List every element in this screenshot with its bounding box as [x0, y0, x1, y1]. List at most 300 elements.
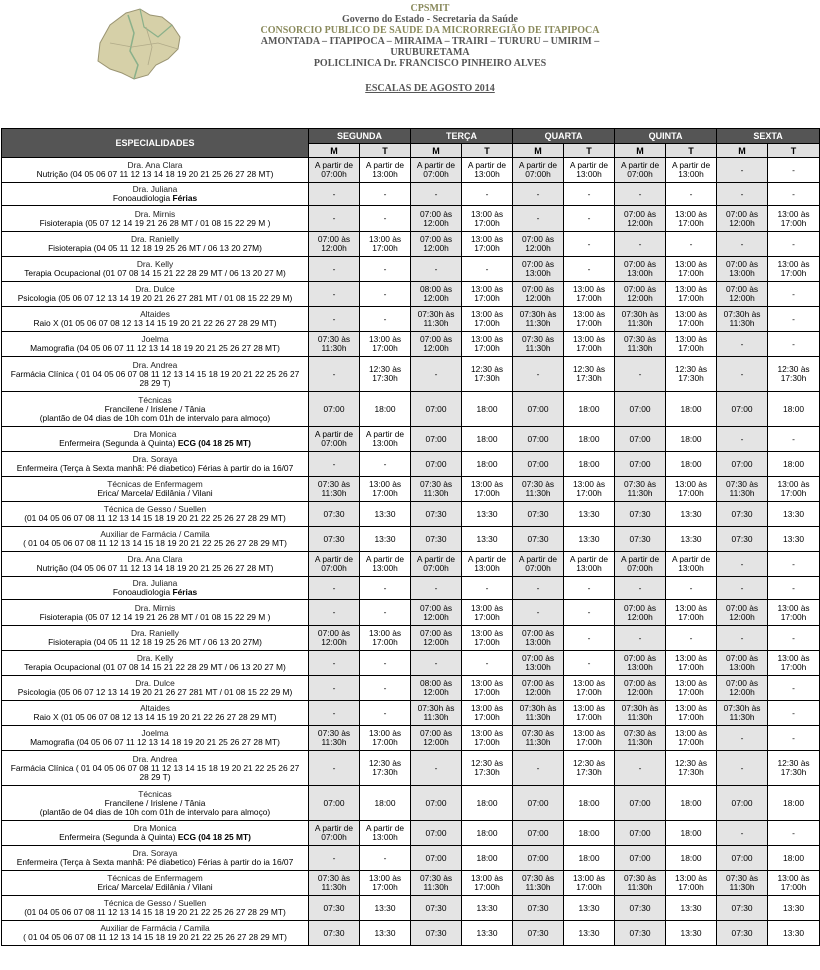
schedule-cell: 07:00 às 13:00h: [513, 651, 564, 676]
schedule-cell: -: [309, 751, 360, 786]
table-row: [2, 626, 820, 651]
schedule-cell: 13:00 às 17:00h: [462, 232, 513, 257]
schedule-cell: 07:30 às 11:30h: [615, 726, 666, 751]
schedule-cell: -: [360, 846, 411, 871]
schedule-cell: 13:00 às 17:00h: [360, 477, 411, 502]
specialty-description: Enfermeira (Segunda à Quinta): [59, 832, 178, 842]
schedule-cell: -: [564, 206, 615, 232]
specialty-cell: [2, 257, 309, 282]
staff-name: Dra. Dulce: [135, 284, 175, 294]
specialty-description: Francilene / Irislene / Tânia (plantão de 04 dias de 10h com 01h de intervalo para almoço): [39, 797, 271, 817]
schedule-cell: 07:30 às 11:30h: [513, 871, 564, 896]
staff-name: Dra. Juliana: [132, 578, 178, 588]
schedule-cell: 07:00: [513, 452, 564, 477]
schedule-cell: 13:00 às 17:00h: [462, 307, 513, 332]
schedule-cell: A partir de 13:00h: [462, 158, 513, 183]
schedule-cell: -: [768, 427, 820, 452]
schedule-cell: 07:30: [309, 527, 360, 552]
schedule-cell: 13:30: [462, 527, 513, 552]
schedule-cell: 07:00 às 12:00h: [411, 626, 462, 651]
schedule-cell: -: [768, 332, 820, 357]
schedule-cell: 13:30: [462, 502, 513, 527]
schedule-cell: 13:30: [666, 921, 717, 946]
schedule-cell: A partir de 07:00h: [615, 552, 666, 577]
schedule-cell: 07:30 às 11:30h: [513, 332, 564, 357]
schedule-cell: -: [309, 600, 360, 626]
schedule-cell: 12:30 às 17:30h: [564, 357, 615, 392]
schedule-cell: -: [717, 821, 768, 846]
schedule-cell: 07:30 às 11:30h: [513, 726, 564, 751]
schedule-cell: 07:00: [309, 392, 360, 427]
schedule-cell: -: [564, 232, 615, 257]
table-row: [2, 392, 820, 427]
schedule-cell: 12:30 às 17:30h: [564, 751, 615, 786]
specialty-cell: [2, 726, 309, 751]
specialty-cell: [2, 357, 309, 392]
specialty-note: Férias: [172, 587, 198, 597]
schedule-cell: 12:30 às 17:30h: [768, 751, 820, 786]
table-row: [2, 871, 820, 896]
schedule-cell: 12:30 às 17:30h: [666, 357, 717, 392]
schedule-cell: 13:30: [564, 502, 615, 527]
schedule-cell: 13:00 às 17:00h: [360, 332, 411, 357]
schedule-cell: 13:00 às 17:00h: [768, 206, 820, 232]
specialty-description: Fisioterapia (04 05 11 12 18 19 25 26 MT / 06 13 20 27M): [48, 243, 262, 253]
shift-header: T: [360, 144, 411, 158]
staff-name: Técnica de Gesso / Suellen: [103, 898, 207, 908]
specialty-description: Terapia Ocupacional (01 07 08 14 15 21 22 28 29 MT / 06 13 20 27 M): [24, 662, 286, 672]
staff-name: Joelma: [141, 728, 169, 738]
table-row: [2, 183, 820, 206]
specialty-cell: [2, 651, 309, 676]
schedule-cell: 13:00 às 17:00h: [666, 600, 717, 626]
staff-name: Dra. Ranielly: [131, 628, 179, 638]
schedule-cell: 13:00 às 17:00h: [666, 676, 717, 701]
schedule-cell: 07:00: [411, 392, 462, 427]
schedule-cell: 07:30: [717, 896, 768, 921]
schedule-cell: -: [768, 552, 820, 577]
schedule-cell: 13:30: [564, 921, 615, 946]
schedule-cell: -: [768, 726, 820, 751]
schedule-cell: 07:30: [309, 896, 360, 921]
specialty-cell: [2, 821, 309, 846]
schedule-cell: 18:00: [462, 846, 513, 871]
table-row: [2, 726, 820, 751]
specialty-cell: [2, 158, 309, 183]
schedule-cell: 07:30 às 11:30h: [615, 477, 666, 502]
schedule-cell: -: [768, 701, 820, 726]
schedule-cell: 13:00 às 17:00h: [768, 600, 820, 626]
specialty-cell: [2, 183, 309, 206]
schedule-cell: 13:00 às 17:00h: [462, 726, 513, 751]
specialty-cell: [2, 502, 309, 527]
schedule-cell: -: [309, 257, 360, 282]
schedule-cell: -: [564, 577, 615, 600]
specialty-cell: [2, 452, 309, 477]
schedule-cell: 13:00 às 17:00h: [666, 701, 717, 726]
shift-header: M: [615, 144, 666, 158]
schedule-cell: -: [666, 577, 717, 600]
schedule-cell: 07:00 às 13:00h: [717, 651, 768, 676]
schedule-cell: 07:00: [513, 846, 564, 871]
schedule-cell: 18:00: [462, 821, 513, 846]
staff-name: Técnicas: [138, 394, 172, 405]
schedule-cell: A partir de 13:00h: [360, 427, 411, 452]
schedule-cell: -: [717, 751, 768, 786]
schedule-cell: A partir de 07:00h: [411, 158, 462, 183]
schedule-cell: 07:00 às 12:00h: [513, 676, 564, 701]
specialty-cell: [2, 392, 309, 427]
schedule-cell: 07:30h às 11:30h: [513, 701, 564, 726]
schedule-cell: 07:00: [717, 392, 768, 427]
schedule-cell: 07:30: [615, 502, 666, 527]
schedule-cell: 07:30: [513, 502, 564, 527]
schedule-cell: 07:00: [411, 846, 462, 871]
schedule-cell: 07:00 às 13:00h: [615, 651, 666, 676]
table-row: [2, 651, 820, 676]
table-row: [2, 502, 820, 527]
specialty-description: ( 01 04 05 06 07 08 11 12 13 14 15 18 19 20 21 22 25 26 27 28 29 MT): [23, 538, 287, 548]
staff-name: Auxiliar de Farmácia / Camila: [100, 529, 210, 539]
schedule-cell: 07:00 às 12:00h: [615, 206, 666, 232]
page-title: ESCALAS DE AGOSTO 2014: [365, 83, 495, 94]
schedule-cell: A partir de 13:00h: [360, 158, 411, 183]
schedule-cell: -: [768, 821, 820, 846]
schedule-cell: -: [360, 183, 411, 206]
staff-name: Dra Monica: [133, 429, 177, 439]
staff-name: Dra. Ana Clara: [127, 554, 183, 564]
schedule-cell: 13:00 às 17:00h: [564, 676, 615, 701]
schedule-cell: -: [411, 257, 462, 282]
staff-name: Altaides: [140, 309, 170, 319]
schedule-cell: -: [513, 206, 564, 232]
schedule-cell: -: [309, 701, 360, 726]
table-row: [2, 786, 820, 821]
schedule-cell: -: [360, 282, 411, 307]
schedule-cell: 13:00 às 17:00h: [360, 626, 411, 651]
schedule-cell: 07:00: [513, 392, 564, 427]
schedule-cell: -: [717, 552, 768, 577]
schedule-cell: -: [411, 357, 462, 392]
schedule-cell: 07:00 às 12:00h: [615, 600, 666, 626]
schedule-cell: 07:00 às 13:00h: [717, 257, 768, 282]
specialty-description: ( 01 04 05 06 07 08 11 12 13 14 15 18 19 20 21 22 25 26 27 28 29 MT): [23, 932, 287, 942]
table-row: [2, 846, 820, 871]
schedule-cell: 18:00: [462, 392, 513, 427]
schedule-cell: 18:00: [666, 452, 717, 477]
schedule-cell: 07:00: [411, 821, 462, 846]
specialty-description: Enfermeira (Terça à Sexta manhã: Pé diabetico) Férias à partir do ia 16/07: [16, 463, 294, 473]
schedule-cell: 13:30: [768, 527, 820, 552]
schedule-cell: -: [717, 577, 768, 600]
schedule-cell: 18:00: [462, 786, 513, 821]
table-row: [2, 527, 820, 552]
schedule-cell: 07:30: [717, 502, 768, 527]
table-row: [2, 452, 820, 477]
document-header: [0, 0, 820, 128]
schedule-cell: A partir de 07:00h: [411, 552, 462, 577]
staff-name: Dra. Ana Clara: [127, 160, 183, 170]
schedule-cell: 18:00: [564, 846, 615, 871]
schedule-table: [1, 128, 820, 946]
specialty-note: ECG (04 18 25 MT): [177, 832, 251, 842]
staff-name: Dra. Soraya: [132, 454, 178, 464]
staff-name: Dra. Juliana: [132, 184, 178, 194]
schedule-cell: -: [768, 626, 820, 651]
specialty-cell: [2, 232, 309, 257]
schedule-cell: 07:00 às 13:00h: [615, 257, 666, 282]
schedule-cell: 18:00: [564, 821, 615, 846]
schedule-cell: -: [717, 183, 768, 206]
table-row: [2, 357, 820, 392]
schedule-cell: -: [717, 158, 768, 183]
schedule-cell: -: [564, 183, 615, 206]
specialty-cell: [2, 626, 309, 651]
schedule-cell: -: [615, 183, 666, 206]
table-body: [2, 158, 820, 946]
schedule-cell: 18:00: [462, 452, 513, 477]
specialty-cell: [2, 846, 309, 871]
staff-name: Técnica de Gesso / Suellen: [103, 504, 207, 514]
schedule-cell: A partir de 13:00h: [666, 158, 717, 183]
schedule-cell: 07:30 às 11:30h: [615, 871, 666, 896]
schedule-cell: -: [360, 701, 411, 726]
schedule-cell: 13:00 às 17:00h: [462, 206, 513, 232]
schedule-cell: 18:00: [666, 786, 717, 821]
schedule-cell: -: [360, 676, 411, 701]
schedule-cell: -: [717, 232, 768, 257]
table-row: [2, 676, 820, 701]
schedule-cell: 07:00: [717, 786, 768, 821]
day-header: QUARTA: [513, 129, 615, 144]
schedule-cell: 07:00 às 12:00h: [411, 232, 462, 257]
schedule-cell: A partir de 07:00h: [513, 552, 564, 577]
specialty-cell: [2, 527, 309, 552]
day-header: SEGUNDA: [309, 129, 411, 144]
schedule-cell: 12:30 às 17:30h: [462, 751, 513, 786]
schedule-cell: -: [666, 626, 717, 651]
staff-name: Joelma: [141, 334, 169, 344]
specialty-cell: [2, 896, 309, 921]
schedule-cell: 18:00: [564, 786, 615, 821]
schedule-cell: 07:00: [513, 427, 564, 452]
schedule-cell: 13:30: [666, 527, 717, 552]
schedule-cell: 13:30: [360, 502, 411, 527]
schedule-cell: 18:00: [768, 846, 820, 871]
schedule-cell: -: [768, 676, 820, 701]
specialty-cell: [2, 332, 309, 357]
schedule-cell: 13:00 às 17:00h: [666, 206, 717, 232]
schedule-cell: 13:00 às 17:00h: [564, 477, 615, 502]
schedule-cell: 18:00: [360, 392, 411, 427]
schedule-cell: -: [309, 651, 360, 676]
schedule-cell: -: [615, 751, 666, 786]
day-header: TERÇA: [411, 129, 513, 144]
schedule-cell: 07:00: [411, 427, 462, 452]
schedule-cell: 13:30: [768, 896, 820, 921]
schedule-cell: 13:00 às 17:00h: [768, 257, 820, 282]
schedule-cell: 07:00: [309, 786, 360, 821]
schedule-cell: -: [411, 183, 462, 206]
table-row: [2, 896, 820, 921]
schedule-cell: 18:00: [666, 427, 717, 452]
table-row: [2, 552, 820, 577]
schedule-cell: 12:30 às 17:30h: [360, 751, 411, 786]
schedule-cell: 13:00 às 17:00h: [462, 871, 513, 896]
schedule-cell: -: [309, 206, 360, 232]
specialty-cell: [2, 786, 309, 821]
schedule-cell: -: [309, 183, 360, 206]
staff-name: Dra. Andrea: [132, 753, 178, 764]
specialty-description: Erica/ Marcela/ Edilânia / Vilani: [97, 882, 213, 892]
schedule-cell: 07:30: [717, 527, 768, 552]
header-cities: AMONTADA – ITAPIPOCA – MIRAIMA – TRAIRI – TURURU – UMIRIM – URUBURETAMA: [260, 36, 600, 58]
specialty-note: Férias: [172, 193, 198, 203]
schedule-cell: 07:30: [615, 527, 666, 552]
schedule-cell: 07:00: [615, 821, 666, 846]
table-row: [2, 158, 820, 183]
schedule-cell: 07:30 às 11:30h: [309, 871, 360, 896]
schedule-cell: -: [768, 282, 820, 307]
schedule-cell: 07:30h às 11:30h: [411, 307, 462, 332]
schedule-cell: 07:00 às 12:00h: [411, 600, 462, 626]
staff-name: Dra. Andrea: [132, 359, 178, 370]
schedule-cell: 18:00: [564, 392, 615, 427]
specialty-cell: [2, 921, 309, 946]
schedule-cell: 13:00 às 17:00h: [666, 651, 717, 676]
table-row: [2, 427, 820, 452]
schedule-cell: 07:00: [615, 786, 666, 821]
specialty-cell: [2, 282, 309, 307]
schedule-cell: 13:30: [666, 502, 717, 527]
schedule-cell: -: [717, 332, 768, 357]
schedule-cell: -: [309, 357, 360, 392]
schedule-cell: -: [411, 577, 462, 600]
specialty-cell: [2, 701, 309, 726]
schedule-cell: 13:00 às 17:00h: [564, 726, 615, 751]
schedule-cell: 13:00 às 17:00h: [462, 282, 513, 307]
specialty-description: Farmácia Clínica ( 01 04 05 06 07 08 11 12 13 14 15 18 19 20 21 22 25 26 27 28 29 T): [10, 762, 300, 782]
schedule-cell: 13:00 às 17:00h: [360, 232, 411, 257]
schedule-cell: 07:00 às 12:00h: [309, 232, 360, 257]
schedule-cell: 07:00: [513, 786, 564, 821]
schedule-cell: 07:00: [717, 846, 768, 871]
schedule-cell: -: [360, 307, 411, 332]
schedule-cell: -: [564, 626, 615, 651]
table-row: [2, 821, 820, 846]
schedule-cell: 13:00 às 17:00h: [564, 332, 615, 357]
specialty-cell: [2, 307, 309, 332]
schedule-cell: 07:30: [411, 502, 462, 527]
schedule-cell: 07:30 às 11:30h: [411, 871, 462, 896]
schedule-cell: -: [666, 183, 717, 206]
schedule-cell: 13:00 às 17:00h: [360, 871, 411, 896]
schedule-cell: 13:00 às 17:00h: [564, 871, 615, 896]
schedule-cell: 07:00 às 12:00h: [717, 206, 768, 232]
schedule-cell: 07:30h às 11:30h: [513, 307, 564, 332]
schedule-cell: 13:30: [462, 896, 513, 921]
specialty-cell: [2, 871, 309, 896]
schedule-cell: -: [360, 206, 411, 232]
schedule-cell: 13:30: [768, 502, 820, 527]
schedule-cell: 07:00 às 12:00h: [717, 600, 768, 626]
schedule-cell: 12:30 às 17:30h: [360, 357, 411, 392]
schedule-cell: 18:00: [666, 821, 717, 846]
schedule-cell: 07:30: [513, 921, 564, 946]
schedule-cell: A partir de 13:00h: [564, 552, 615, 577]
specialties-header: ESPECIALIDADES: [2, 129, 309, 158]
schedule-cell: -: [717, 626, 768, 651]
schedule-cell: -: [462, 651, 513, 676]
schedule-cell: 12:30 às 17:30h: [768, 357, 820, 392]
schedule-cell: 07:30 às 11:30h: [309, 332, 360, 357]
schedule-cell: 18:00: [768, 786, 820, 821]
specialty-description: Erica/ Marcela/ Edilânia / Vilani: [97, 488, 213, 498]
staff-name: Dra. Mirnis: [134, 208, 176, 219]
schedule-cell: 13:30: [360, 527, 411, 552]
specialty-cell: [2, 676, 309, 701]
schedule-cell: -: [309, 307, 360, 332]
specialty-description: (01 04 05 06 07 08 11 12 13 14 15 18 19 20 21 22 25 26 27 28 29 MT): [24, 907, 286, 917]
schedule-cell: 18:00: [564, 452, 615, 477]
schedule-cell: 18:00: [768, 392, 820, 427]
shift-header: M: [411, 144, 462, 158]
schedule-cell: 07:30h às 11:30h: [411, 701, 462, 726]
schedule-cell: 07:30: [411, 921, 462, 946]
schedule-cell: -: [768, 183, 820, 206]
staff-name: Técnicas de Enfermagem: [107, 479, 203, 489]
schedule-cell: 13:00 às 17:00h: [666, 477, 717, 502]
header-text-block: [230, 3, 630, 94]
staff-name: Dra. Kelly: [136, 259, 174, 269]
schedule-cell: A partir de 13:00h: [360, 821, 411, 846]
specialty-description: Enfermeira (Segunda à Quinta): [59, 438, 178, 448]
schedule-cell: -: [768, 158, 820, 183]
table-row: [2, 282, 820, 307]
schedule-cell: -: [513, 183, 564, 206]
table-row: [2, 232, 820, 257]
day-header-row: [2, 129, 820, 144]
specialty-description: Fisioterapia (05 07 12 14 19 21 26 28 MT / 01 08 15 22 29 M ): [39, 611, 271, 622]
table-row: [2, 477, 820, 502]
schedule-cell: -: [513, 600, 564, 626]
table-head: [2, 129, 820, 158]
specialty-cell: [2, 751, 309, 786]
header-polyclinic: POLICLINICA Dr. FRANCISCO PINHEIRO ALVES: [313, 58, 547, 69]
schedule-cell: -: [462, 183, 513, 206]
specialty-description: Psicologia (05 06 07 12 13 14 19 20 21 26 27 281 MT / 01 08 15 22 29 M): [17, 293, 293, 303]
schedule-cell: -: [666, 232, 717, 257]
specialty-cell: [2, 577, 309, 600]
schedule-cell: 13:30: [360, 896, 411, 921]
staff-name: Auxiliar de Farmácia / Camila: [100, 923, 210, 933]
schedule-cell: 12:30 às 17:30h: [666, 751, 717, 786]
specialty-description: Fonoaudiologia: [112, 587, 173, 597]
schedule-cell: 07:30: [615, 896, 666, 921]
schedule-cell: -: [717, 427, 768, 452]
schedule-cell: 13:00 às 17:00h: [360, 726, 411, 751]
schedule-cell: 07:30h às 11:30h: [615, 307, 666, 332]
schedule-cell: -: [309, 846, 360, 871]
schedule-cell: 07:00 às 12:00h: [411, 726, 462, 751]
day-header: SEXTA: [717, 129, 820, 144]
schedule-cell: 07:30 às 11:30h: [717, 871, 768, 896]
schedule-cell: 13:00 às 17:00h: [666, 726, 717, 751]
schedule-cell: 07:00 às 13:00h: [513, 626, 564, 651]
schedule-cell: 13:00 às 17:00h: [564, 701, 615, 726]
schedule-cell: 13:00 às 17:00h: [564, 282, 615, 307]
schedule-cell: 08:00 às 12:00h: [411, 676, 462, 701]
